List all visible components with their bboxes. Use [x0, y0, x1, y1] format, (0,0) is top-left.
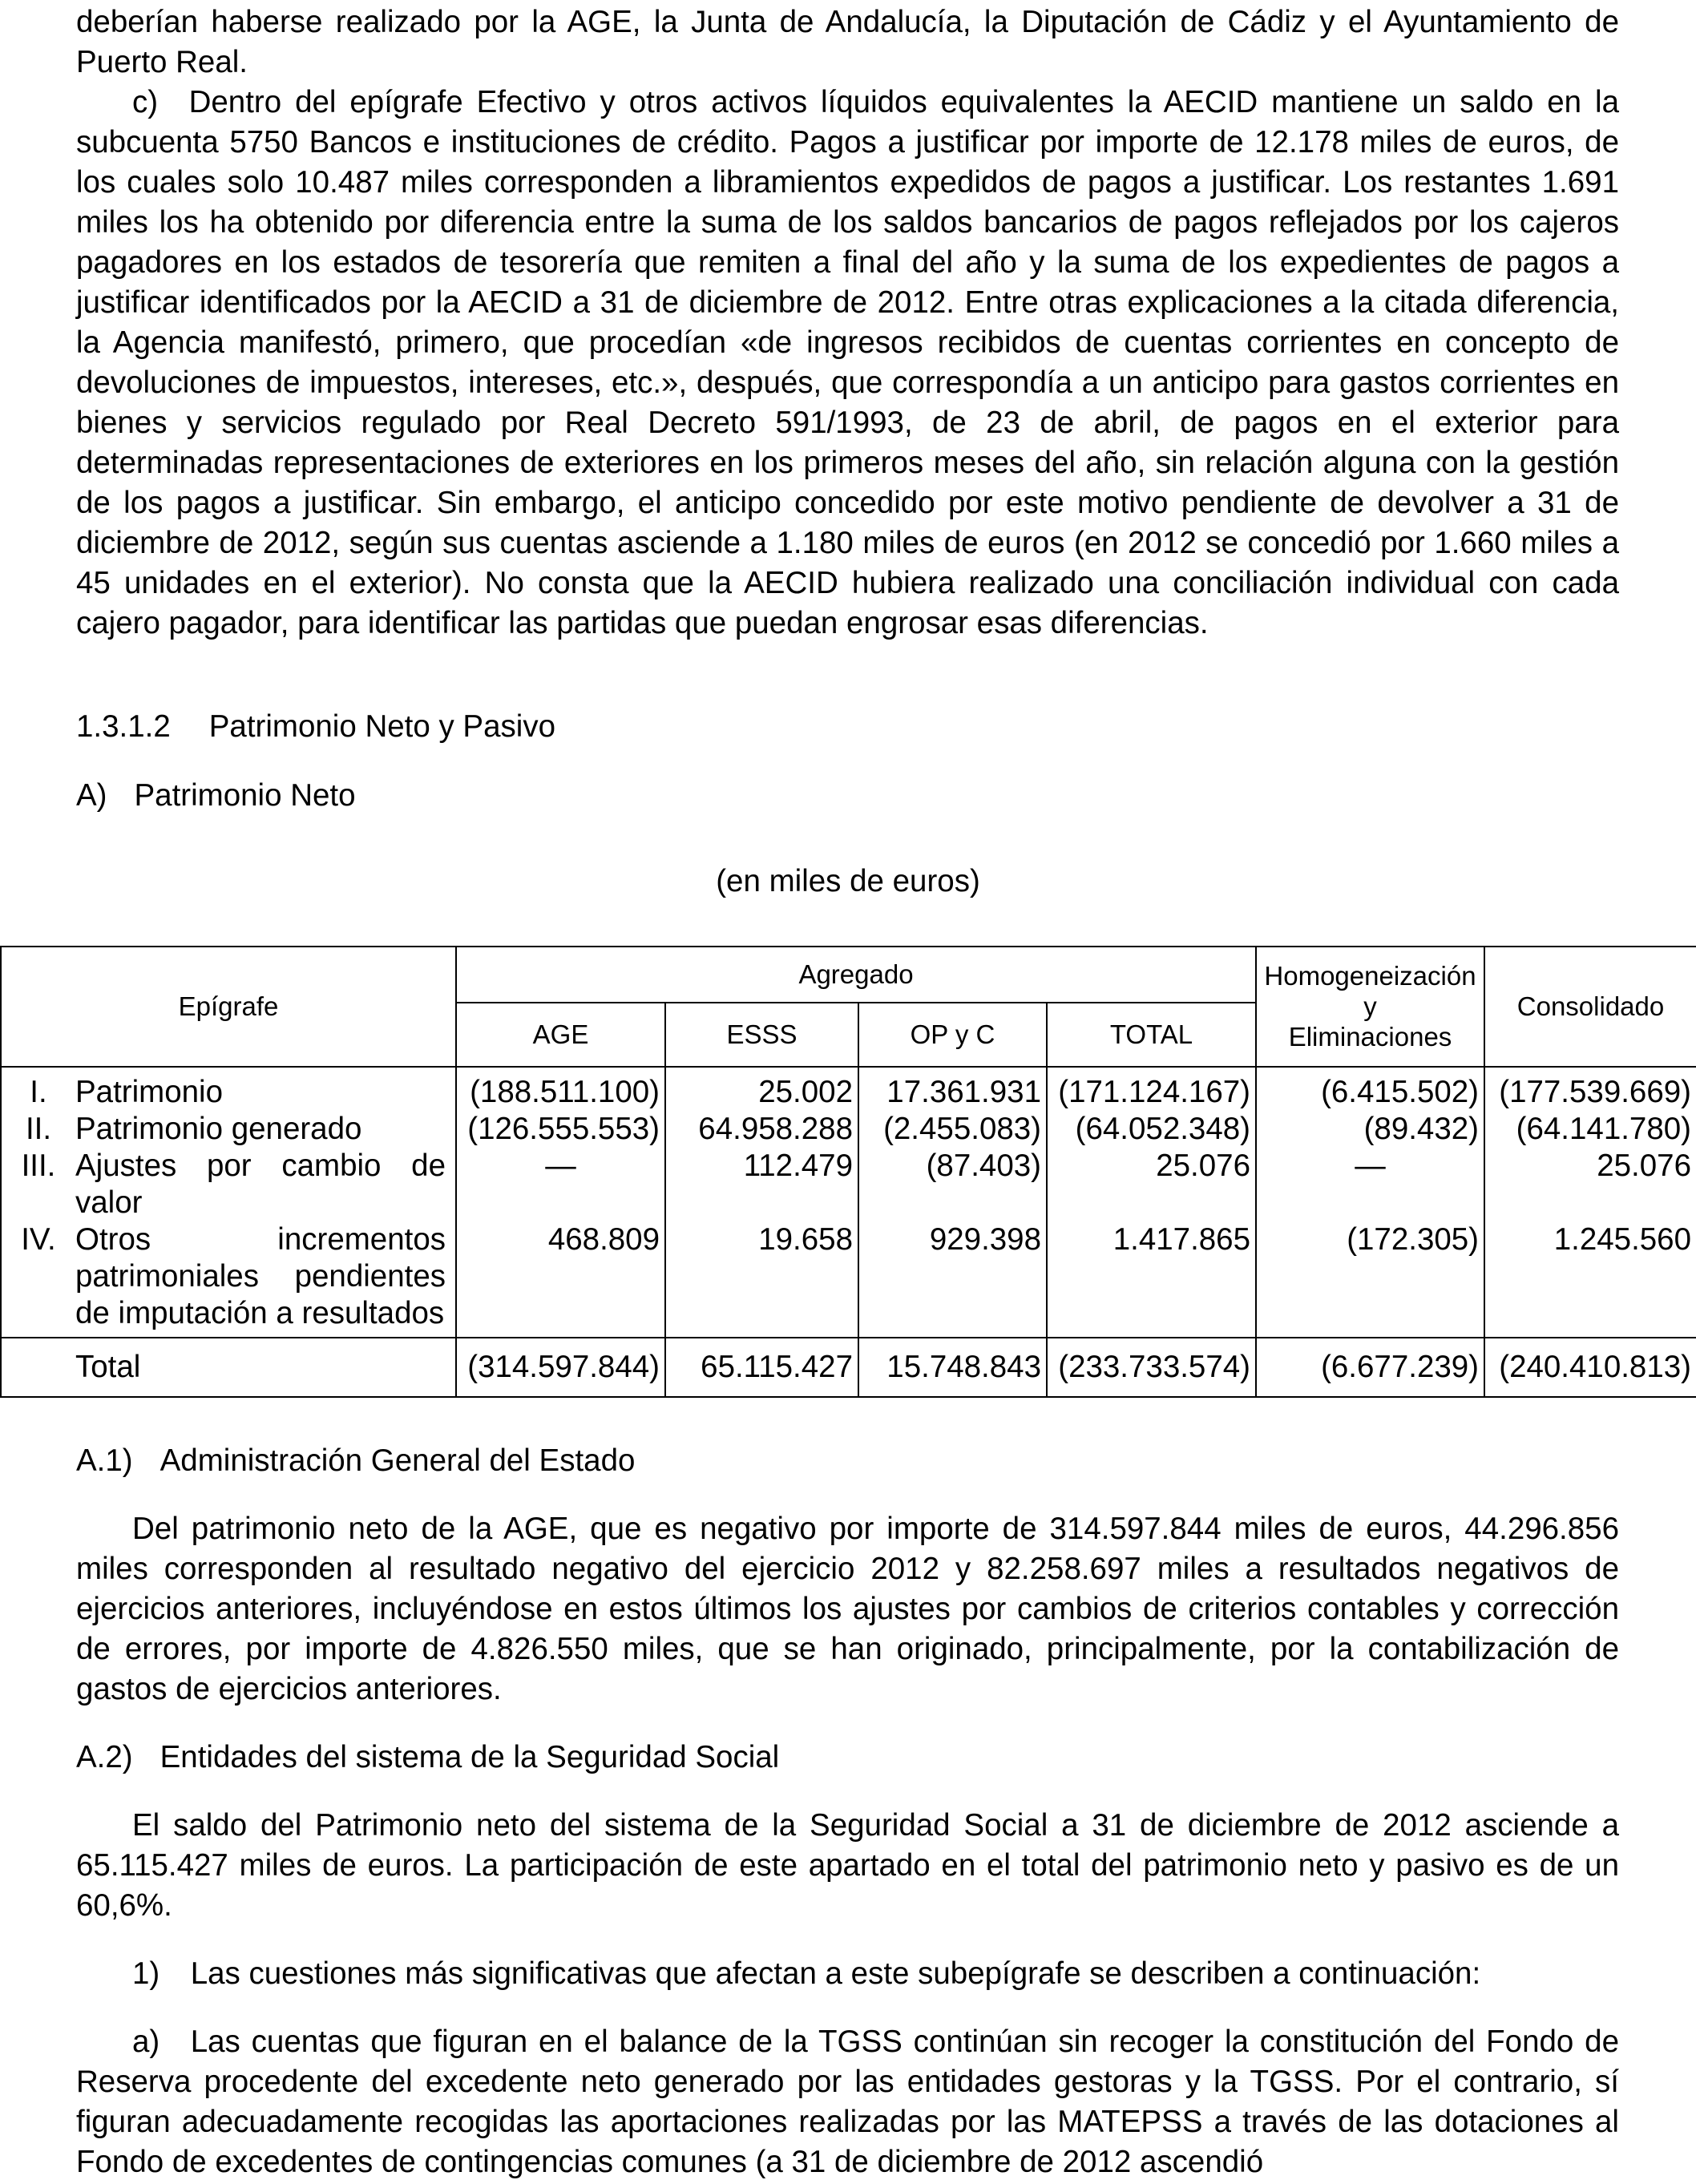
cell-opyc: (2.455.083) [858, 1111, 1047, 1148]
subsection-title: Administración General del Estado [160, 1443, 636, 1478]
cell-esss: 112.479 [665, 1148, 858, 1221]
total-total: (233.733.574) [1047, 1338, 1256, 1397]
paragraph-age: Del patrimonio neto de la AGE, que es negativo por importe de 314.597.844 miles de euros, 44.296.856 miles corresponden al resultado negativo del ejercicio 2012 y 82.258.697 miles a resultados negativos de ejercicios anteriores, incluyéndose en estos últimos los ajustes por cambios de criterios contables y corrección de errores, por importe de 4.826.550 miles, que se han originado, principalmente, por la contabilización de gastos de ejercicios anteriores. [76, 1512, 1619, 1706]
row-label: Patrimonio [75, 1075, 224, 1109]
cell-opyc: 17.361.931 [858, 1067, 1047, 1111]
total-opyc: 15.748.843 [858, 1338, 1047, 1397]
section-heading-1-3-1-2 [76, 707, 555, 747]
cell-esss: 64.958.288 [665, 1111, 858, 1148]
paragraph-1: 1) Las cuestiones más significativas que afectan a este subepígrafe se describen a continuación: [132, 1956, 1481, 1991]
header-esss: ESSS [665, 1003, 858, 1067]
table-row [1, 1111, 1696, 1148]
subsection-number: A) [76, 778, 107, 813]
table-unit-caption: (en miles de euros) [716, 864, 980, 898]
subsection-title: Patrimonio Neto [134, 778, 356, 813]
cell-total: (171.124.167) [1047, 1067, 1256, 1111]
table-total-row [1, 1338, 1696, 1397]
header-homog-line-1: Homogeneización [1264, 961, 1476, 991]
cell-consolidado: (177.539.669) [1484, 1067, 1696, 1111]
paragraph-a: a) Las cuentas que figuran en el balance de la TGSS continúan sin recoger la constitución del Fondo de Reserva procedente del excedente neto generado por las entidades gestoras y la TGSS. Por el contrario, sí figuran adecuadamente recogidas las aportaciones realizadas por las MATEPSS a través de las dotaciones al Fondo de excedentes de contingencias comunes (a 31 de diciembre de 2012 ascendió [76, 2025, 1619, 2179]
cell-consolidado: 25.076 [1484, 1148, 1696, 1221]
row-label: Otros incrementos patrimoniales pendientes de imputación a resultados [75, 1222, 446, 1330]
patrimonio-neto-table [0, 946, 1696, 1398]
subsection-number: A.1) [76, 1443, 133, 1478]
cell-homog: (6.415.502) [1256, 1067, 1484, 1111]
cell-consolidado: (64.141.780) [1484, 1111, 1696, 1148]
cell-consolidado: 1.245.560 [1484, 1221, 1696, 1338]
cell-opyc: (87.403) [858, 1148, 1047, 1221]
row-roman: II. [25, 1112, 52, 1146]
cell-esss: 19.658 [665, 1221, 858, 1338]
total-consolidado: (240.410.813) [1484, 1338, 1696, 1397]
cell-age: — [456, 1148, 665, 1221]
cell-age: (188.511.100) [456, 1067, 665, 1111]
total-label: Total [75, 1350, 141, 1384]
row-roman: I. [30, 1075, 47, 1109]
total-age: (314.597.844) [456, 1338, 665, 1397]
cell-esss: 25.002 [665, 1067, 858, 1111]
subsection-heading-a1 [76, 1441, 635, 1481]
total-esss: 65.115.427 [665, 1338, 858, 1397]
subsection-heading-a [76, 776, 356, 816]
header-age: AGE [456, 1003, 665, 1067]
paragraph-seguridad-social: El saldo del Patrimonio neto del sistema de la Seguridad Social a 31 de diciembre de 2012 asciende a 65.115.427 miles de euros. La participación de este apartado en el total del patrimonio neto y pasivo es de un 60,6%. [76, 1808, 1619, 1923]
header-epigrafe: Epígrafe [1, 947, 456, 1067]
row-roman: IV. [21, 1222, 56, 1257]
row-label: Ajustes por cambio de valor [75, 1149, 446, 1220]
cell-opyc: 929.398 [858, 1221, 1047, 1338]
cell-total: 1.417.865 [1047, 1221, 1256, 1338]
subsection-number: A.2) [76, 1740, 133, 1774]
header-consolidado: Consolidado [1484, 947, 1696, 1067]
cell-total: 25.076 [1047, 1148, 1256, 1221]
table-row [1, 1221, 1696, 1338]
cell-total: (64.052.348) [1047, 1111, 1256, 1148]
table-row [1, 1148, 1696, 1221]
header-total: TOTAL [1047, 1003, 1256, 1067]
section-title: Patrimonio Neto y Pasivo [208, 709, 555, 744]
header-homogeneizacion [1256, 947, 1484, 1067]
header-homog-line-2: y [1363, 991, 1377, 1021]
row-roman: III. [21, 1149, 56, 1183]
header-homog-line-3: Eliminaciones [1288, 1022, 1452, 1052]
cell-homog: — [1256, 1148, 1484, 1221]
header-opyc: OP y C [858, 1003, 1047, 1067]
cell-age: (126.555.553) [456, 1111, 665, 1148]
total-homog: (6.677.239) [1256, 1338, 1484, 1397]
cell-homog: (89.432) [1256, 1111, 1484, 1148]
cell-homog: (172.305) [1256, 1221, 1484, 1338]
subsection-title: Entidades del sistema de la Seguridad Social [160, 1740, 780, 1774]
header-agregado: Agregado [456, 947, 1256, 1003]
cell-age: 468.809 [456, 1221, 665, 1338]
row-label: Patrimonio generado [75, 1112, 362, 1146]
paragraph-continuation: deberían haberse realizado por la AGE, la Junta de Andalucía, la Diputación de Cádiz y el Ayuntamiento de Puerto Real. [76, 5, 1619, 79]
table-row [1, 1067, 1696, 1111]
subsection-heading-a2 [76, 1738, 779, 1778]
section-number: 1.3.1.2 [76, 709, 171, 744]
paragraph-c: c) Dentro del epígrafe Efectivo y otros activos líquidos equivalentes la AECID mantiene un saldo en la subcuenta 5750 Bancos e instituciones de crédito. Pagos a justificar por importe de 12.178 miles de euros, de los cuales solo 10.487 miles corresponden a libramientos expedidos de pagos a justificar. Los restantes 1.691 miles los ha obtenido por diferencia entre la suma de los saldos bancarios de pagos reflejados por los cajeros pagadores en los estados de tesorería que remiten a final del año y la suma de los expedientes de pagos a justificar identificados por la AECID a 31 de diciembre de 2012. Entre otras explicaciones a la citada diferencia, la Agencia manifestó, primero, que procedían «de ingresos recibidos de cuentas corrientes en concepto de devoluciones de impuestos, intereses, etc.», después, que correspondía a un anticipo para gastos corrientes en bienes y servicios regulado por Real Decreto 591/1993, de 23 de abril, de pagos en el exterior para determinadas representaciones de exteriores en los primeros meses del año, sin relación alguna con la gestión de los pagos a justificar. Sin embargo, el anticipo concedido por este motivo pendiente de devolver a 31 de diciembre de 2012, según sus cuentas asciende a 1.180 miles de euros (en 2012 se concedió por 1.660 miles a 45 unidades en el exterior). No consta que la AECID hubiera realizado una conciliación individual con cada cajero pagador, para identificar las partidas que puedan engrosar esas diferencias. [76, 85, 1619, 640]
